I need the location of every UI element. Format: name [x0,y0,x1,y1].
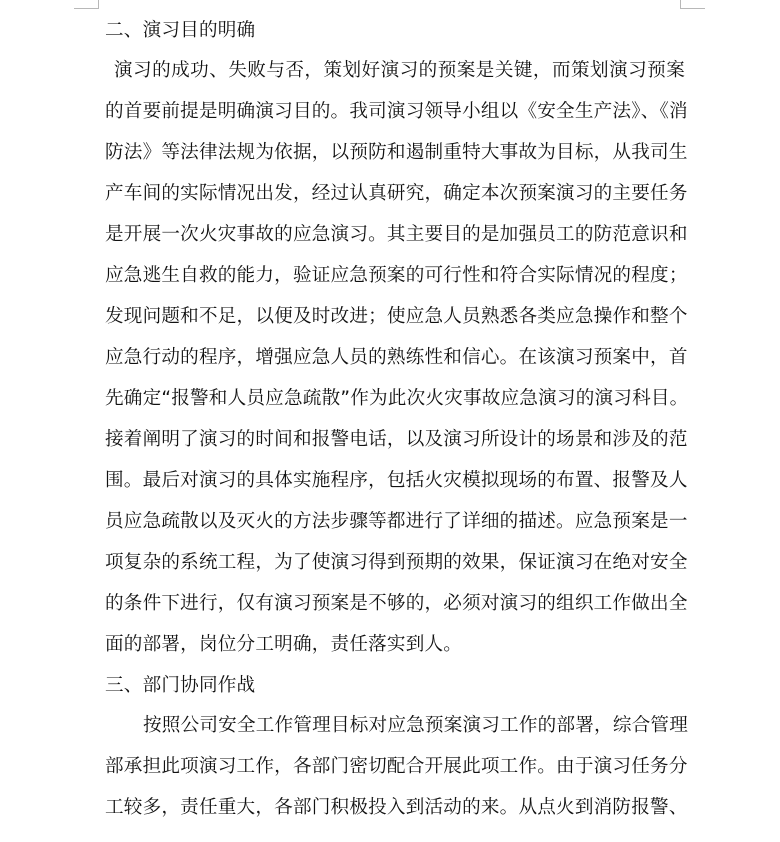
paragraph-line: 围。最后对演习的具体实施程序，包括火灾模拟现场的布置、报警及人 [105,470,688,491]
paragraph-line: 项复杂的系统工程，为了使演习得到预期的效果，保证演习在绝对安全 [105,552,688,573]
paragraph-line: 应急逃生自救的能力，验证应急预案的可行性和符合实际情况的程度； [105,265,688,286]
paragraph-line: 产车间的实际情况出发，经过认真研究，确定本次预案演习的主要任务 [105,183,688,204]
paragraph-line: 发现问题和不足，以便及时改进；使应急人员熟悉各类应急操作和整个 [105,306,688,327]
document-body [105,12,689,828]
section-heading: 二、演习目的明确 [105,20,256,41]
paragraph-line: 面的部署，岗位分工明确，责任落实到人。 [105,634,463,655]
page-corner-mark-right [680,0,705,9]
paragraph-line: 部承担此项演习工作，各部门密切配合开展此项工作。由于演习任务分 [105,756,688,777]
section-heading: 三、部门协同作战 [105,675,256,696]
paragraph-line: 工较多，责任重大，各部门积极投入到活动的来。从点火到消防报警、 [105,797,688,818]
paragraph-line: 先确定“报警和人员应急疏散”作为此次火灾事故应急演习的演习科目。 [105,388,689,409]
paragraph-line: 防法》等法律法规为依据，以预防和遏制重特大事故为目标，从我司生 [105,142,688,163]
page-corner-mark-left [74,0,99,9]
paragraph-line: 应急行动的程序，增强应急人员的熟练性和信心。在该演习预案中，首 [105,347,688,368]
paragraph-line: 演习的成功、失败与否，策划好演习的预案是关键，而策划演习预案 [114,60,685,81]
paragraph-line: 的条件下进行，仅有演习预案是不够的，必须对演习的组织工作做出全 [105,593,688,614]
paragraph-line: 的首要前提是明确演习目的。我司演习领导小组以《安全生产法》、《消 [105,101,688,122]
paragraph-line: 接着阐明了演习的时间和报警电话，以及演习所设计的场景和涉及的范 [105,429,688,450]
paragraph-line: 是开展一次火灾事故的应急演习。其主要目的是加强员工的防范意识和 [105,224,688,245]
paragraph-line: 员应急疏散以及灭火的方法步骤等都进行了详细的描述。应急预案是一 [105,511,688,532]
paragraph-line: 按照公司安全工作管理目标对应急预案演习工作的部署，综合管理 [143,715,689,736]
